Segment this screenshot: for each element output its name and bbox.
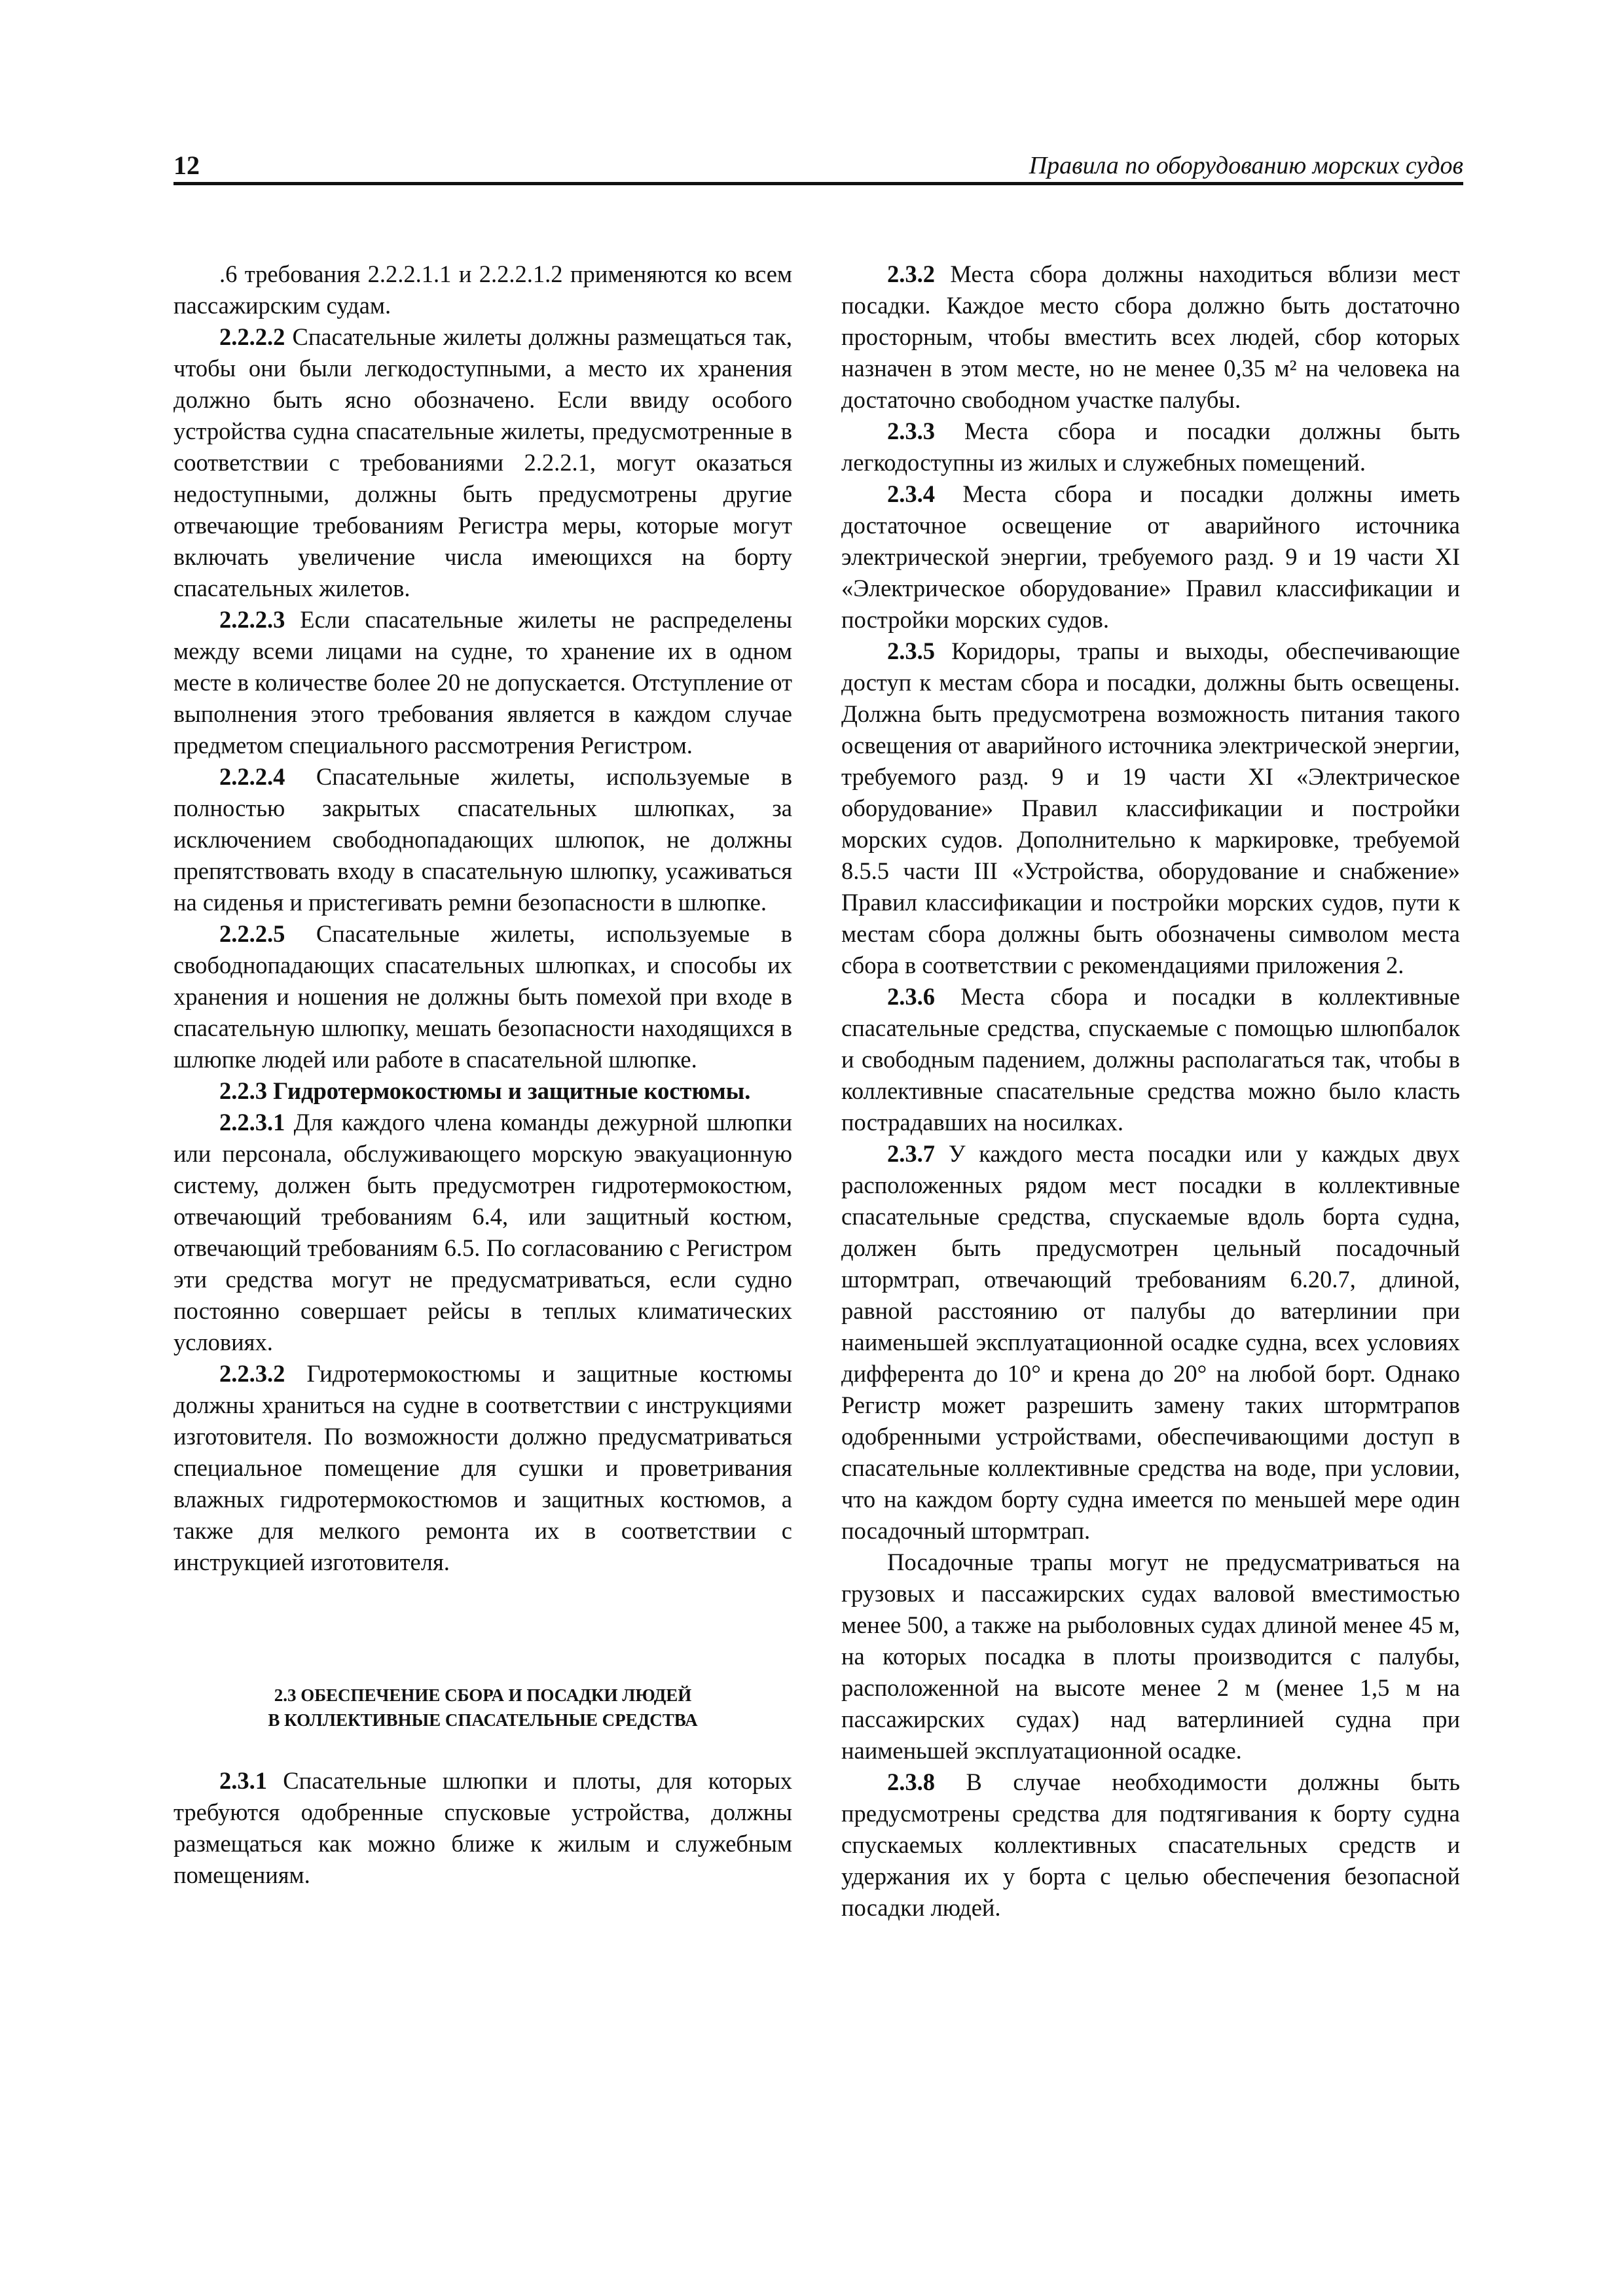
paragraph-text: Если спасательные жилеты не распределены между всеми лицами на судне, то хранение их в одном месте в количестве более 20 не допускается. Отступление от выполнения этого требования является в каждом случае предметом специального рассмотрения Регистром.	[173, 606, 792, 759]
subsection-heading-2-2-3	[173, 1075, 792, 1107]
paragraph-2-3-7	[841, 1138, 1460, 1547]
paragraph-text: Коридоры, трапы и выходы, обеспечивающие доступ к местам сбора и посадки, должны быть освещены. Должна быть предусмотрена возможность питания такого освещения от аварийного источника электрической энергии, требуемого разд. 9 и 19 части XI «Электрическое оборудование» Правил классификации и постройки морских судов. Дополнительно к маркировке, требуемой 8.5.5 части III «Устройства, оборудование и снабжение» Правил классификации и постройки морских судов, пути к местам сбора должны быть обозначены символом места сбора в соответствии с рекомендациями приложения 2.	[841, 637, 1460, 978]
paragraph-text: В случае необходимости должны быть предусмотрены средства для подтягивания к борту судна спускаемых коллективных спасательных средств и удержания их у борта с целью обеспечения безопасной посадки людей.	[841, 1768, 1460, 1921]
paragraph-2-2-2-5	[173, 918, 792, 1075]
paragraph-text: .6 требования 2.2.2.1.1 и 2.2.2.1.2 применяются ко всем пассажирским судам.	[173, 260, 792, 319]
clause-number: 2.3.7	[887, 1140, 935, 1167]
clause-number: 2.2.3.1	[219, 1109, 285, 1136]
running-title: Правила по оборудованию морских судов	[1029, 152, 1463, 179]
clause-number: 2.2.2.2	[219, 323, 285, 350]
right-column	[841, 259, 1460, 1924]
page-number: 12	[173, 151, 200, 180]
paragraph-text: Посадочные трапы могут не предусматриваться на грузовых и пассажирских судах валовой вместимостью менее 500, а также на рыболовных судах длиной менее 45 м, на которых посадка в плоты производится с палубы, расположенной на высоте менее 2 м (менее 1,5 м на пассажирских судах) над ватерлинией судна при наименьшей эксплуатационной осадке.	[841, 1549, 1460, 1764]
clause-number: 2.3.5	[887, 637, 935, 664]
clause-number: 2.3.2	[887, 260, 935, 287]
clause-number: 2.2.2.3	[219, 606, 285, 633]
paragraph-2-2-2-1-6	[173, 259, 792, 321]
section-heading-line: В КОЛЛЕКТИВНЫЕ СПАСАТЕЛЬНЫЕ СРЕДСТВА	[268, 1710, 698, 1730]
clause-number: 2.3.6	[887, 983, 935, 1010]
paragraph-2-3-5	[841, 636, 1460, 981]
paragraph-2-2-2-4	[173, 761, 792, 918]
paragraph-2-2-3-2	[173, 1358, 792, 1578]
paragraph-text: Спасательные шлюпки и плоты, для которых требуются одобренные спусковые устройства, должны размещаться как можно ближе к жилым и служебным помещениям.	[173, 1767, 792, 1888]
paragraph-2-3-1	[173, 1765, 792, 1891]
section-heading-2-3	[173, 1683, 792, 1732]
paragraph-text: Спасательные жилеты должны размещаться так, чтобы они были легкодоступными, а место их хранения должно быть ясно обозначено. Если ввиду особого устройства судна спасательные жилеты, предусмотренные в соответствии с требованиями 2.2.2.1, могут оказаться недоступными, должны быть предусмотрены другие отвечающие требованиям Регистра меры, которые могут включать увеличение числа имеющихся на борту спасательных жилетов.	[173, 323, 792, 601]
paragraph-text: Спасательные жилеты, используемые в свободнопадающих спасательных шлюпках, и способы их хранения и ношения не должны быть помехой при входе в спасательную шлюпку, мешать безопасности находящихся в шлюпке людей или работе в спасательной шлюпке.	[173, 920, 792, 1073]
paragraph-2-3-2	[841, 259, 1460, 416]
section-heading-line: 2.3 ОБЕСПЕЧЕНИЕ СБОРА И ПОСАДКИ ЛЮДЕЙ	[274, 1685, 692, 1705]
left-column	[173, 259, 792, 1891]
paragraph-text: У каждого места посадки или у каждых двух расположенных рядом мест посадки в коллективные спасательные средства, спускаемые вдоль борта судна, должен быть предусмотрен цельный посадочный штормтрап, отвечающий требованиям 6.20.7, длиной, равной расстоянию от палубы до ватерлинии при наименьшей эксплуатационной осадке судна, всех условиях дифферента до 10° и крена до 20° на любой борт. Однако Регистр может разрешить замену таких штормтрапов одобренными устройствами, обеспечивающими доступ в спасательные коллективные средства на воде, при условии, что на каждом борту судна имеется по меньшей мере один посадочный штормтрап.	[841, 1140, 1460, 1544]
paragraph-2-3-3	[841, 416, 1460, 478]
paragraph-text: Места сбора и посадки должны иметь достаточное освещение от аварийного источника электрической энергии, требуемого разд. 9 и 19 части XI «Электрическое оборудование» Правил классификации и постройки морских судов.	[841, 480, 1460, 633]
clause-number: 2.2.2.4	[219, 763, 285, 790]
paragraph-text: Места сбора должны находиться вблизи мест посадки. Каждое место сбора должно быть достаточно просторным, чтобы вместить всех людей, сбор которых назначен в этом месте, но не менее 0,35 м² на человека на достаточно свободном участке палубы.	[841, 260, 1460, 413]
paragraph-boarding-ladders	[841, 1547, 1460, 1767]
subsection-title: 2.2.3 Гидротермокостюмы и защитные костюмы.	[219, 1077, 751, 1104]
clause-number: 2.3.4	[887, 480, 935, 507]
clause-number: 2.3.8	[887, 1768, 935, 1795]
paragraph-2-3-4	[841, 478, 1460, 636]
clause-number: 2.2.3.2	[219, 1360, 285, 1387]
paragraph-text: Спасательные жилеты, используемые в полностью закрытых спасательных шлюпках, за исключением свободнопадающих шлюпок, не должны препятствовать входу в спасательную шлюпку, усаживаться на сиденья и пристегивать ремни безопасности в шлюпке.	[173, 763, 792, 916]
paragraph-2-3-8	[841, 1767, 1460, 1924]
paragraph-2-2-2-2	[173, 321, 792, 604]
paragraph-text: Гидротермокостюмы и защитные костюмы должны храниться на судне в соответствии с инструкциями изготовителя. По возможности должно предусматриваться специальное помещение для сушки и проветривания влажных гидротермокостюмов и защитных костюмов, а также для мелкого ремонта их в соответствии с инструкцией изготовителя.	[173, 1360, 792, 1575]
paragraph-2-3-6	[841, 981, 1460, 1138]
paragraph-text: Для каждого члена команды дежурной шлюпки или персонала, обслуживающего морскую эвакуационную систему, должен быть предусмотрен гидротермокостюм, отвечающий требованиям 6.4, или защитный костюм, отвечающий требованиям 6.5. По согласованию с Регистром эти средства могут не предусматриваться, если судно постоянно совершает рейсы в теплых климатических условиях.	[173, 1109, 792, 1355]
clause-number: 2.2.2.5	[219, 920, 285, 947]
paragraph-2-2-2-3	[173, 604, 792, 761]
paragraph-2-2-3-1	[173, 1107, 792, 1358]
clause-number: 2.3.3	[887, 418, 935, 444]
clause-number: 2.3.1	[219, 1767, 267, 1794]
paragraph-text: Места сбора и посадки в коллективные спасательные средства, спускаемые с помощью шлюпбалок и свободным падением, должны располагаться так, чтобы в коллективные спасательные средства можно было класть пострадавших на носилках.	[841, 983, 1460, 1136]
paragraph-text: Места сбора и посадки должны быть легкодоступны из жилых и служебных помещений.	[841, 418, 1460, 476]
page-header	[173, 149, 1463, 185]
